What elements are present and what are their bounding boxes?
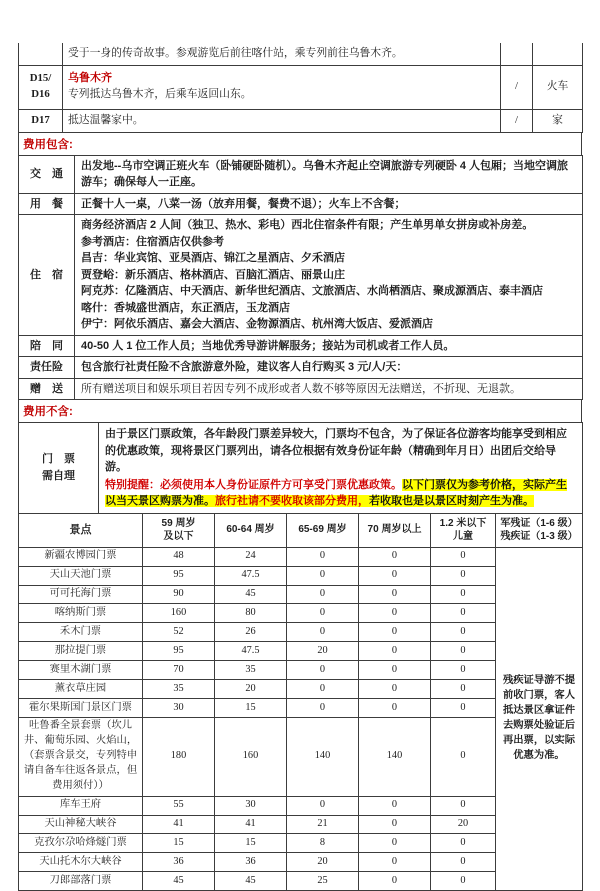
lodging-line: 阿克苏：亿隆酒店、中天酒店、新华世纪酒店、文旅酒店、水尚栖酒店、聚成源酒店、泰丰酒店 [81,285,543,298]
price-cell: 20 [287,853,359,872]
fee-content-gifts: 所有赠送项目和娱乐项目若因专列不成形或者人数不够等原因无法赠送，不折现、无退款。 [75,378,583,400]
price-cell: 0 [359,834,431,853]
fees-included-title: 费用包含: [23,138,73,151]
notice-red-lead: 特别提醒：必须使用本人身份证原件方可享受门票优惠政策。 [105,478,402,491]
price-cell: 45 [143,872,215,891]
spot-name: 赛里木湖门票 [19,661,143,680]
price-cell: 0 [287,604,359,623]
price-cell: 160 [215,717,287,796]
header-child: 1.2 米以下 儿童 [431,513,496,547]
price-cell: 36 [215,853,287,872]
price-cell: 45 [215,872,287,891]
fee-row-transport [19,155,583,193]
price-cell: 0 [287,566,359,585]
price-cell: 47.5 [215,642,287,661]
itinerary-table [18,43,583,133]
price-cell: 0 [287,623,359,642]
price-cell: 0 [359,872,431,891]
price-cell: 20 [215,680,287,699]
disability-cert-note: 残疾证导游不提前收门票，客人抵达景区拿证件去购票处验证后再出票，以实际优惠为准。 [496,547,583,891]
price-cell: 21 [287,815,359,834]
price-row [19,547,583,566]
price-cell: 25 [287,872,359,891]
fee-content-escort: 40-50 人 1 位工作人员；当地优秀导游讲解服务；接站为司机或者工作人员。 [75,335,583,357]
fee-content-lodging [75,215,583,336]
transport-cell: 家 [533,109,583,132]
price-cell: 24 [215,547,287,566]
price-cell: 47.5 [215,566,287,585]
price-cell: 0 [287,699,359,718]
price-cell: 0 [431,585,496,604]
price-cell: 0 [287,796,359,815]
price-cell: 0 [287,680,359,699]
fee-row-insurance [19,357,583,379]
price-cell: 15 [215,834,287,853]
price-cell: 0 [431,661,496,680]
price-cell: 70 [143,661,215,680]
fee-label-meals: 用 餐 [19,193,75,215]
spot-name: 新疆农博园门票 [19,547,143,566]
spot-name: 吐鲁番全景套票（坎儿井、葡萄乐园、火焰山，（套票含景交，专列特申请自备车往返各景点，但费用须付）） [19,717,143,796]
price-cell: 0 [431,834,496,853]
itinerary-desc-d15 [63,65,501,109]
fee-content-transport: 出发地--乌市空调正班火车（卧铺硬卧随机）。乌鲁木齐起止空调旅游专列硬卧 4 人包厢；当地空调旅游车；确保每人一正座。 [75,155,583,193]
header-age-59: 59 周岁 及以下 [143,513,215,547]
fee-content-meals: 正餐十人一桌，八菜一汤（放弃用餐，餐费不退）；火车上不含餐； [75,193,583,215]
notice-highlight-black-1: 以下门票仅为参考价格，实际产生以当天景区购票为准。 [105,478,567,508]
fee-row-gifts [19,378,583,400]
spot-name: 天山托木尔大峡谷 [19,853,143,872]
lodging-line: 喀什：香城盛世酒店，东正酒店，玉龙酒店 [81,301,290,314]
price-cell: 15 [215,699,287,718]
lodging-line: 伊宁：阿依乐酒店、嘉会大酒店、金物源酒店、杭州湾大饭店、爱派酒店 [81,318,433,331]
fee-label-gifts: 赠 送 [19,378,75,400]
price-cell: 0 [431,872,496,891]
price-header-row [19,513,583,547]
meals-cell-empty [501,43,533,65]
fee-row-escort [19,335,583,357]
price-cell: 0 [431,547,496,566]
fee-row-meals [19,193,583,215]
tickets-content [99,423,583,514]
price-cell: 0 [359,642,431,661]
spot-name: 那拉提门票 [19,642,143,661]
price-cell: 0 [359,566,431,585]
price-cell: 41 [215,815,287,834]
transport-cell-empty [533,43,583,65]
itinerary-row-d15 [19,65,583,109]
lodging-line: 参考酒店：住宿酒店仅供参考 [81,235,224,248]
fee-label-lodging: 住 宿 [19,215,75,336]
destination-title: 乌鲁木齐 [68,72,112,85]
price-cell: 80 [215,604,287,623]
tickets-label: 门 票 需自理 [19,423,99,514]
price-cell: 0 [287,661,359,680]
fee-label-insurance: 责任险 [19,357,75,379]
price-cell: 160 [143,604,215,623]
price-cell: 0 [359,623,431,642]
price-cell: 95 [143,566,215,585]
price-cell: 0 [431,623,496,642]
header-age-70: 70 周岁以上 [359,513,431,547]
price-cell: 48 [143,547,215,566]
price-cell: 15 [143,834,215,853]
price-cell: 41 [143,815,215,834]
price-cell: 0 [287,585,359,604]
price-cell: 0 [431,642,496,661]
price-cell: 0 [287,547,359,566]
fee-content-insurance: 包含旅行社责任险不含旅游意外险，建议客人自行购买 3 元/人/天： [75,357,583,379]
day-label-d15-d16: D15/ D16 [19,65,63,109]
spot-name: 霍尔果斯国门景区门票 [19,699,143,718]
price-cell: 26 [215,623,287,642]
price-cell: 36 [143,853,215,872]
itinerary-continuation-row [19,43,583,65]
spot-name: 天山天池门票 [19,566,143,585]
price-cell: 0 [359,853,431,872]
notice-highlight-black-2: 若收取也是以景区时刻产生为准。 [369,495,534,508]
price-cell: 0 [431,566,496,585]
price-cell: 30 [215,796,287,815]
itinerary-desc-d17: 抵达温馨家中。 [63,109,501,132]
price-cell: 0 [431,604,496,623]
price-cell: 0 [359,604,431,623]
tickets-table [18,422,583,514]
meals-cell: / [501,65,533,109]
price-cell: 20 [431,815,496,834]
lodging-line: 昌吉：华业宾馆、亚昊酒店、锦江之星酒店、夕禾酒店 [81,252,345,265]
price-cell: 0 [431,699,496,718]
price-cell: 0 [431,853,496,872]
itinerary-continuation-text: 受于一身的传奇故事。参观游览后前往喀什站，乘专列前往乌鲁木齐。 [63,43,501,65]
fees-excluded-bar [18,399,582,423]
price-cell: 52 [143,623,215,642]
price-cell: 0 [431,680,496,699]
spot-name: 喀纳斯门票 [19,604,143,623]
itinerary-desc-text: 专列抵达乌鲁木齐，后乘车返回山东。 [68,88,252,101]
price-cell: 30 [143,699,215,718]
notice-highlight-red: 旅行社请不要收取该部分费用， [215,495,369,508]
fees-table [18,155,583,401]
price-cell: 20 [287,642,359,661]
header-age-60-64: 60-64 周岁 [215,513,287,547]
fee-row-lodging [19,215,583,336]
price-cell: 0 [359,585,431,604]
price-cell: 0 [359,547,431,566]
price-cell: 35 [215,661,287,680]
price-cell: 55 [143,796,215,815]
price-cell: 8 [287,834,359,853]
spot-name: 可可托海门票 [19,585,143,604]
price-cell: 180 [143,717,215,796]
price-cell: 0 [359,699,431,718]
spot-name: 刀郎部落门票 [19,872,143,891]
lodging-line: 贾登峪：新乐酒店、格林酒店、百脑汇酒店、丽景山庄 [81,268,345,281]
price-cell: 0 [359,680,431,699]
price-cell: 140 [359,717,431,796]
transport-cell: 火车 [533,65,583,109]
spot-name: 克孜尔尕哈烽燧门票 [19,834,143,853]
spot-name: 禾木门票 [19,623,143,642]
price-cell: 0 [359,796,431,815]
tickets-notice [105,477,576,510]
price-table [18,513,583,891]
day-cell-empty [19,43,63,65]
price-cell: 95 [143,642,215,661]
spot-name: 薰衣草庄园 [19,680,143,699]
price-cell: 0 [431,796,496,815]
lodging-line: 商务经济酒店 2 人间（独卫、热水、彩电）西北住宿条件有限；产生单男单女拼房或补房差。 [81,219,534,232]
header-cert: 军残证（1-6 级） 残疾证（1-3 级） [496,513,583,547]
fees-excluded-title: 费用不含: [23,406,73,419]
meals-cell: / [501,109,533,132]
itinerary-row-d17 [19,109,583,132]
header-age-65-69: 65-69 周岁 [287,513,359,547]
price-cell: 45 [215,585,287,604]
spot-name: 库车王府 [19,796,143,815]
spot-name: 天山神秘大峡谷 [19,815,143,834]
price-cell: 0 [359,815,431,834]
price-cell: 0 [359,661,431,680]
price-cell: 0 [431,717,496,796]
price-cell: 35 [143,680,215,699]
fee-label-transport: 交 通 [19,155,75,193]
fees-included-bar [18,132,582,156]
tickets-row [19,423,583,514]
header-spot: 景点 [19,513,143,547]
fee-label-escort: 陪 同 [19,335,75,357]
day-label-d17: D17 [19,109,63,132]
price-cell: 140 [287,717,359,796]
tickets-intro: 由于景区门票政策，各年龄段门票差异较大，门票均不包含，为了保证各位游客均能享受到相应的优惠政策，现将景区门票列出，请各位根据有效身份证年龄（精确到年月日）出团后交给导游。 [105,428,567,474]
price-cell: 90 [143,585,215,604]
